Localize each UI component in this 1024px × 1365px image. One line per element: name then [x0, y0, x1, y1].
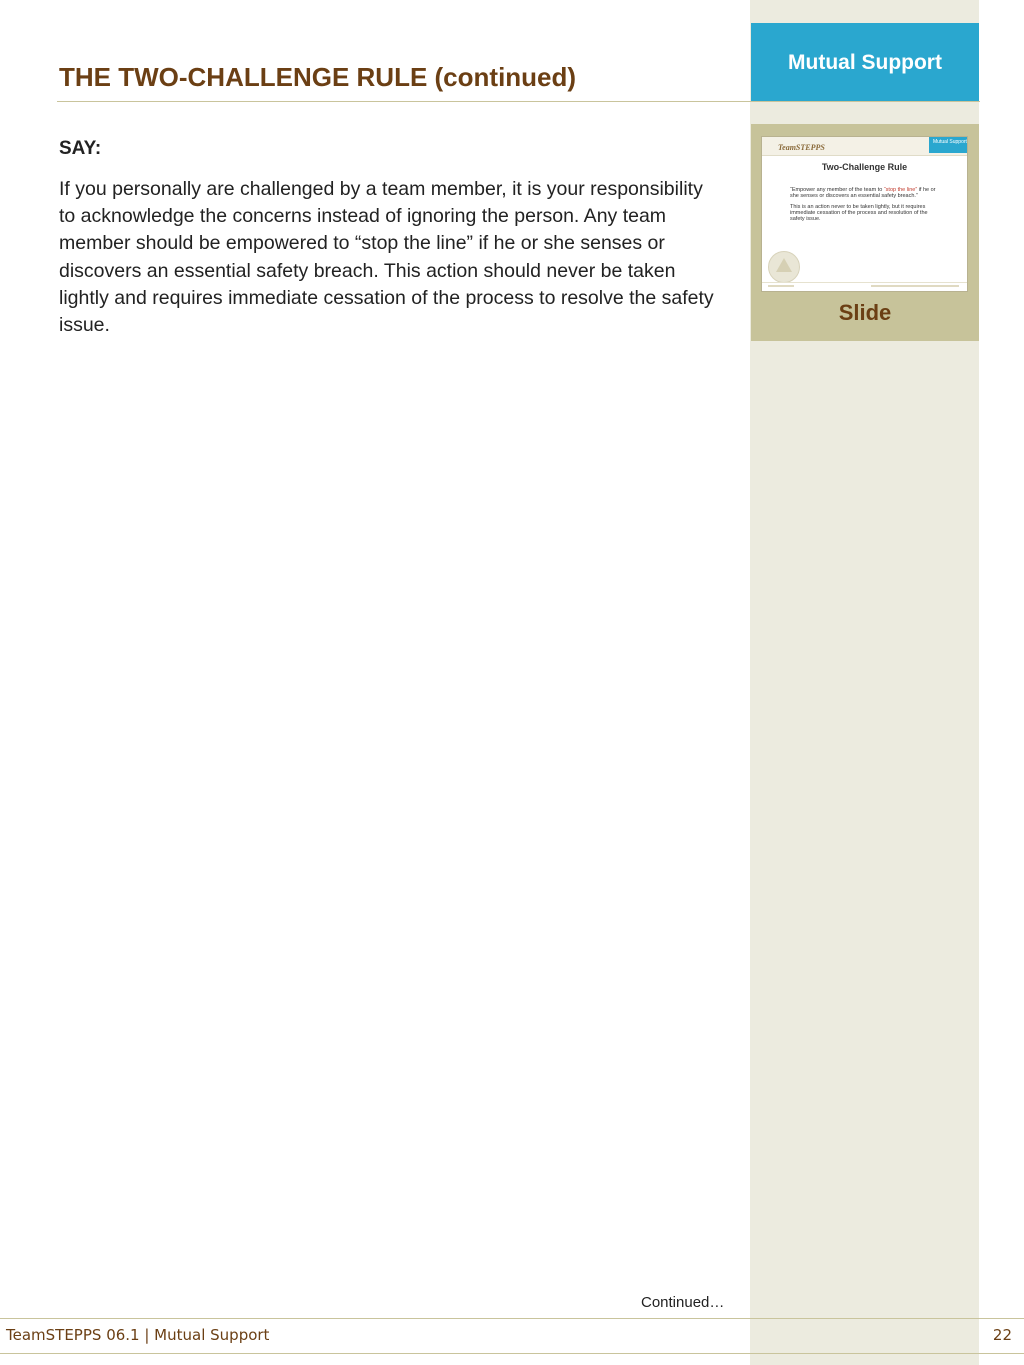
footer-divider-bottom	[0, 1353, 1024, 1354]
thumbnail-paragraph: This is an action never to be taken lightly, but it requires immediate cessation of the process and resolution of the safety issue.	[790, 204, 928, 222]
thumbnail-quote-highlight: “stop the line”	[883, 187, 918, 193]
section-tab: Mutual Support	[751, 23, 979, 102]
title-divider	[57, 101, 980, 102]
slide-label: Slide	[838, 300, 892, 325]
continued-note: Continued…	[641, 1294, 725, 1311]
footer-text: TeamSTEPPS 06.1 | Mutual Support	[6, 1326, 270, 1344]
thumbnail-body	[790, 187, 940, 227]
thumbnail-footer-right-line	[871, 285, 959, 287]
thumbnail-footer	[762, 282, 967, 291]
thumbnail-seal-icon	[768, 251, 800, 283]
thumbnail-logo: TeamSTEPPS	[778, 143, 825, 152]
thumbnail-quote	[790, 187, 940, 199]
slide-thumbnail	[761, 136, 968, 292]
thumbnail-quote-open: “Empower any member of the team to	[790, 187, 884, 193]
page-number: 22	[992, 1326, 1012, 1344]
thumbnail-section-tab: Mutual Support	[929, 137, 967, 153]
page-title: THE TWO-CHALLENGE RULE (continued)	[59, 62, 577, 92]
thumbnail-footer-left-line	[768, 285, 794, 287]
say-paragraph: If you personally are challenged by a team member, it is your responsibility to acknowledge the concerns instead of ignoring the person. Any team member should be empowered to “stop the line” if he or she senses or discovers an essential safety breach. This action should never be taken lightly and requires immediate cessation of the process to resolve the safety issue.	[59, 178, 714, 337]
thumbnail-title: Two-Challenge Rule	[821, 162, 908, 172]
thumbnail-quote-close: if he or she senses or discovers an essential safety breach.”	[790, 187, 936, 199]
footer-divider-top	[0, 1318, 1024, 1319]
slide-panel	[751, 124, 979, 341]
say-label: SAY:	[59, 138, 102, 159]
